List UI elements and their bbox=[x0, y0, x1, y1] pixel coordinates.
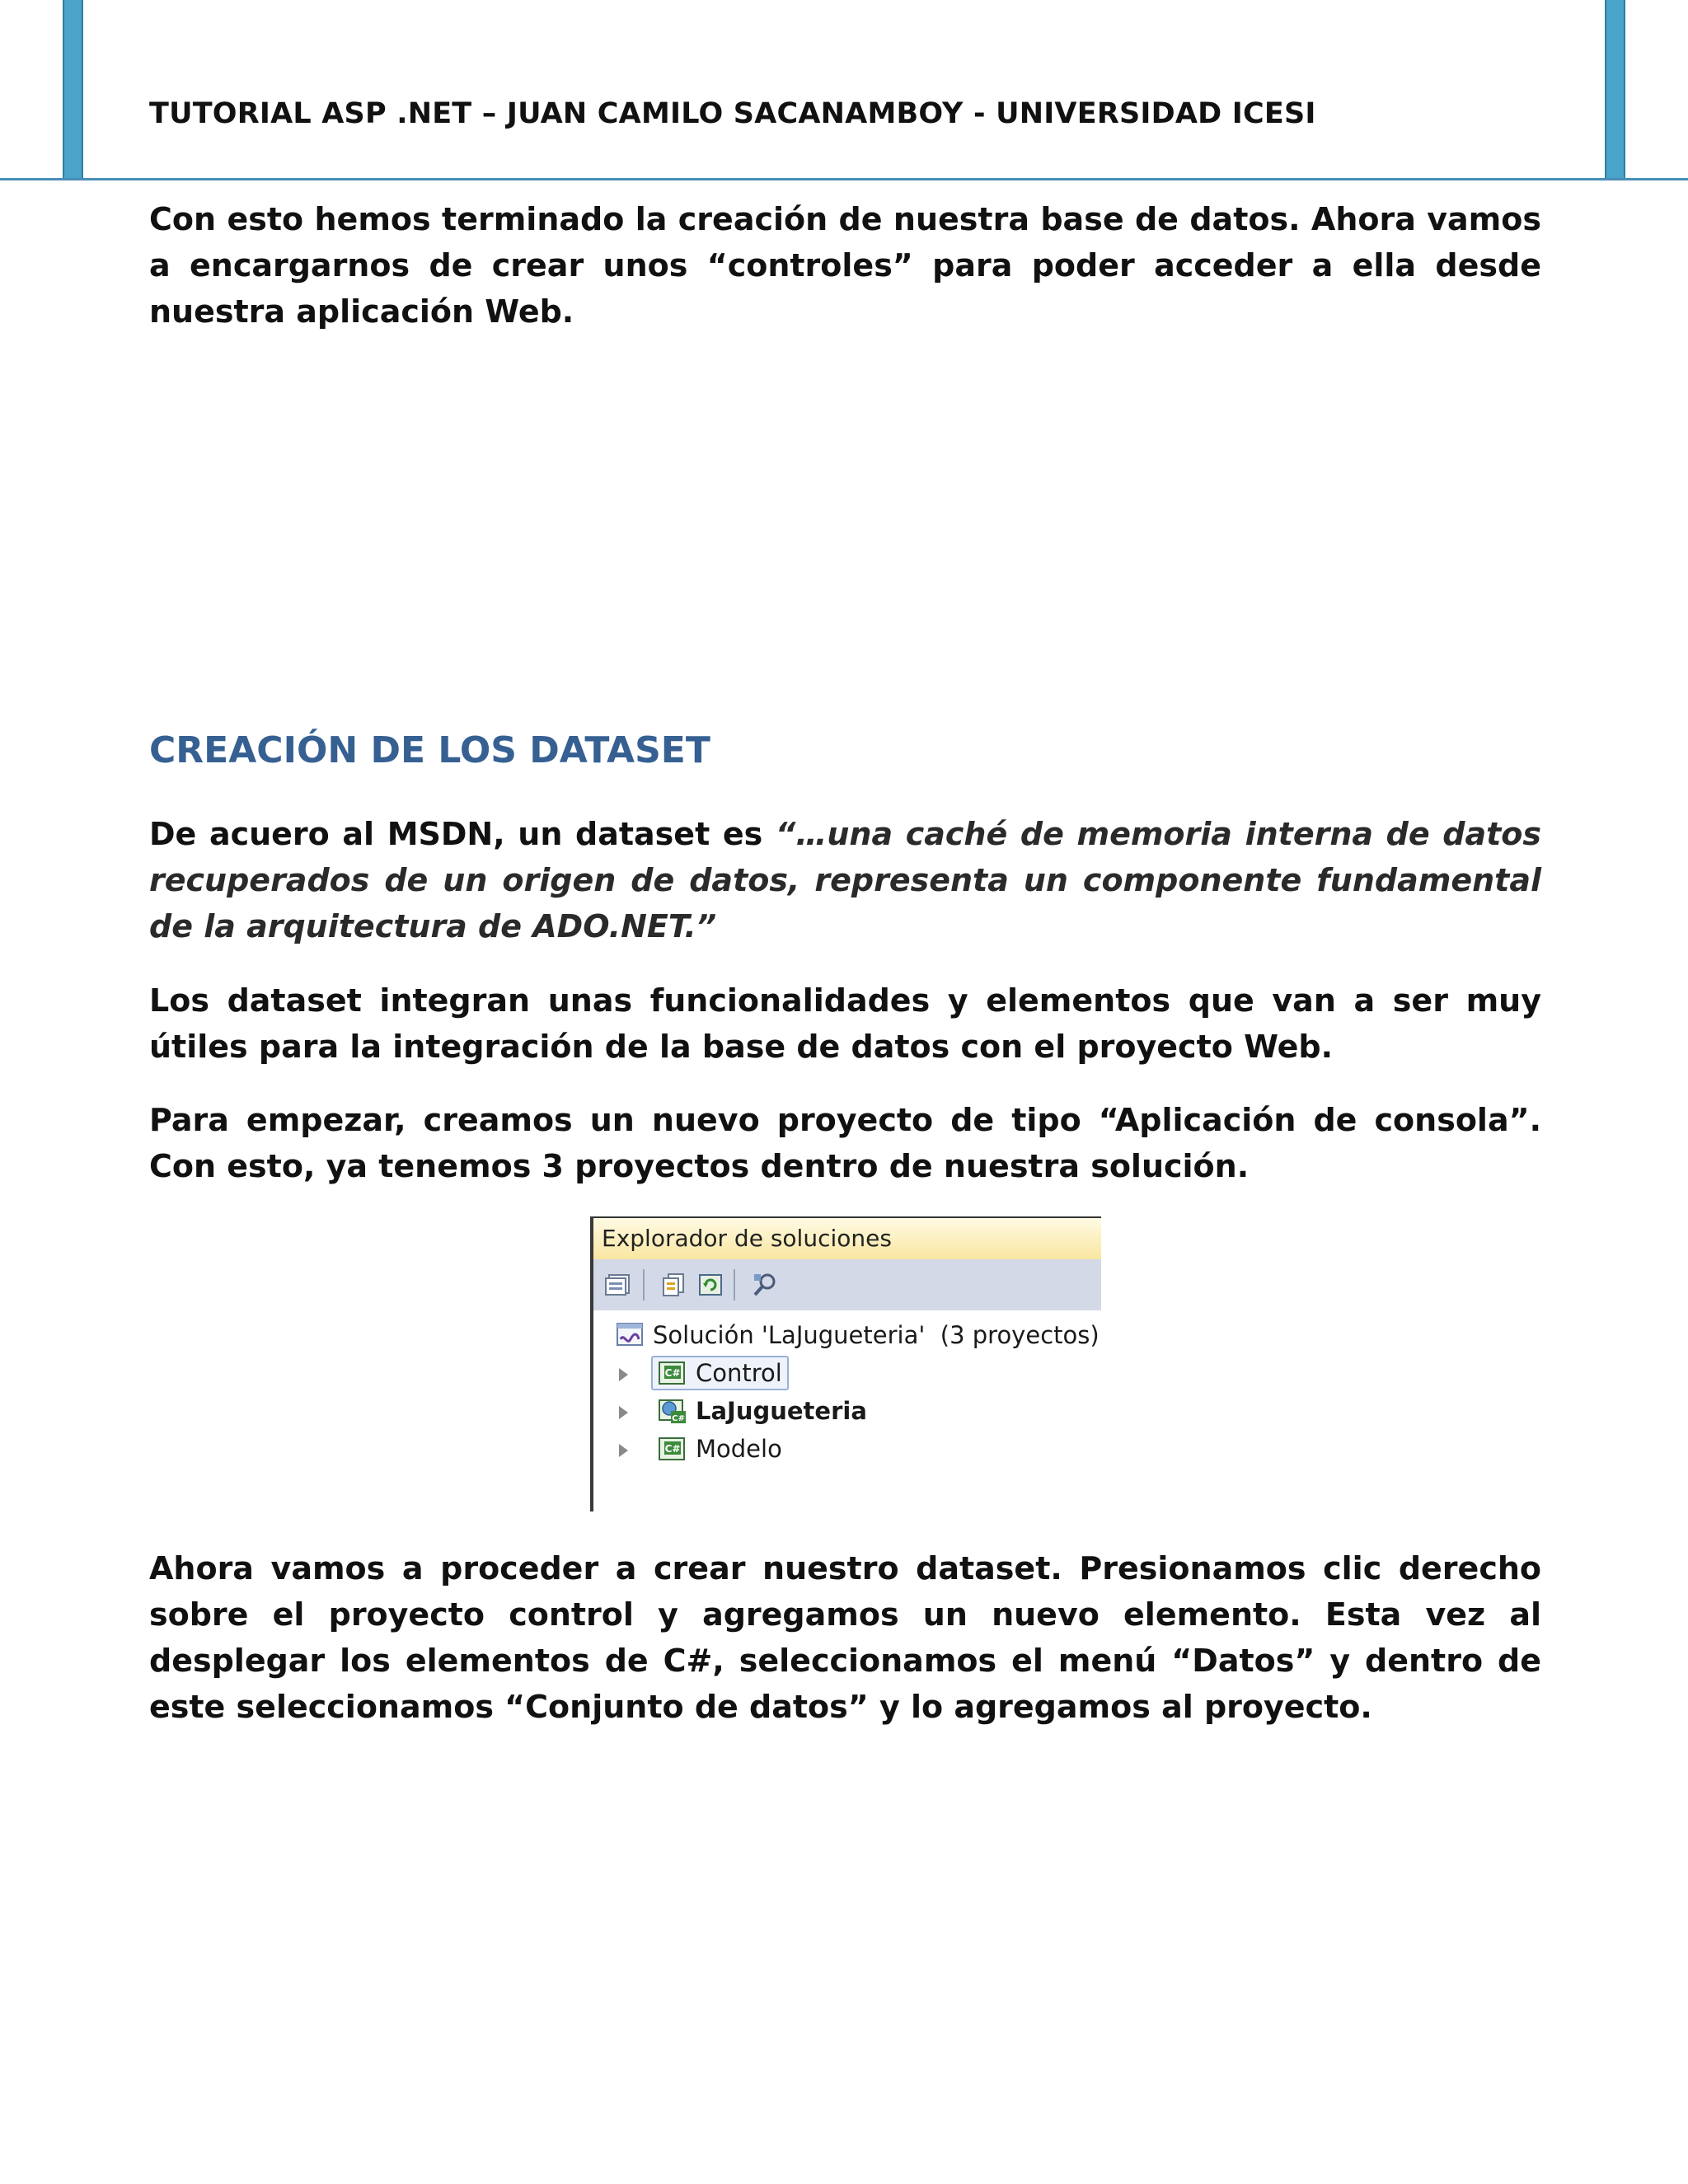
msdn-lead: De acuero al MSDN, un dataset es bbox=[149, 816, 776, 852]
csharp-project-icon bbox=[658, 1435, 687, 1463]
class-view-icon[interactable] bbox=[750, 1271, 780, 1299]
msdn-paragraph bbox=[149, 811, 1541, 949]
project-label-lajugueteria: LaJugueteria bbox=[696, 1397, 867, 1425]
console-paragraph: Para empezar, creamos un nuevo proyecto de tipo “Aplicación de consola”. Con esto, ya tenemos 3 proyectos dentro de nuestra solución. bbox=[149, 1102, 1541, 1184]
header-bar-right bbox=[1605, 0, 1625, 180]
show-all-files-icon[interactable] bbox=[659, 1271, 689, 1299]
project-label-modelo: Modelo bbox=[696, 1435, 782, 1463]
project-label-control: Control bbox=[696, 1359, 782, 1387]
project-item-modelo[interactable] bbox=[658, 1431, 782, 1467]
solution-explorer-toolbar bbox=[593, 1259, 1101, 1310]
project-item-lajugueteria[interactable] bbox=[658, 1393, 867, 1429]
svg-text:C#: C# bbox=[664, 1367, 681, 1379]
solution-explorer-title: Explorador de soluciones bbox=[593, 1216, 1101, 1259]
expand-arrow-icon[interactable] bbox=[619, 1368, 628, 1381]
project-item-control[interactable] bbox=[651, 1355, 789, 1391]
toolbar-separator bbox=[734, 1269, 735, 1301]
expand-arrow-icon[interactable] bbox=[619, 1406, 628, 1419]
header-title: TUTORIAL ASP .NET – JUAN CAMILO SACANAMBOY - UNIVERSIDAD ICESI bbox=[149, 97, 1316, 130]
svg-text:C#: C# bbox=[672, 1414, 685, 1423]
svg-text:C#: C# bbox=[664, 1443, 681, 1455]
csharp-web-project-icon bbox=[658, 1397, 687, 1425]
selected-highlight bbox=[651, 1356, 789, 1390]
section-heading: CREACIÓN DE LOS DATASET bbox=[149, 729, 710, 771]
properties-icon[interactable] bbox=[603, 1271, 633, 1299]
toolbar-separator bbox=[643, 1269, 645, 1301]
expand-arrow-icon[interactable] bbox=[619, 1444, 628, 1457]
dataset-paragraph: Los dataset integran unas funcionalidades y elementos que van a ser muy útiles para la integración de la base de datos con el proyecto Web. bbox=[149, 982, 1541, 1065]
intro-paragraph: Con esto hemos terminado la creación de nuestra base de datos. Ahora vamos a encargarnos de crear unos “controles” para poder acceder a ella desde nuestra aplicación Web. bbox=[149, 201, 1541, 330]
msdn-quote: “…una caché de memoria interna de datos recuperados de un origen de datos, representa un componente fundamental de la arquitectura de ADO.NET.” bbox=[149, 816, 1541, 944]
solution-label: Solución 'LaJugueteria' (3 proyectos) bbox=[653, 1321, 1100, 1349]
refresh-icon[interactable] bbox=[696, 1271, 725, 1299]
header-rule bbox=[0, 178, 1688, 180]
solution-icon bbox=[615, 1321, 645, 1349]
header-bar-left bbox=[63, 0, 83, 180]
final-paragraph: Ahora vamos a proceder a crear nuestro dataset. Presionamos clic derecho sobre el proyecto control y agregamos un nuevo elemento. Esta vez al desplegar los elementos de C#, seleccionamos el menú “Datos” y dentro de este seleccionamos “Conjunto de datos” y lo agregamos al proyecto. bbox=[149, 1550, 1541, 1725]
solution-explorer-figure bbox=[590, 1216, 1101, 1511]
solution-node[interactable] bbox=[615, 1317, 1100, 1353]
csharp-project-icon bbox=[658, 1359, 687, 1387]
